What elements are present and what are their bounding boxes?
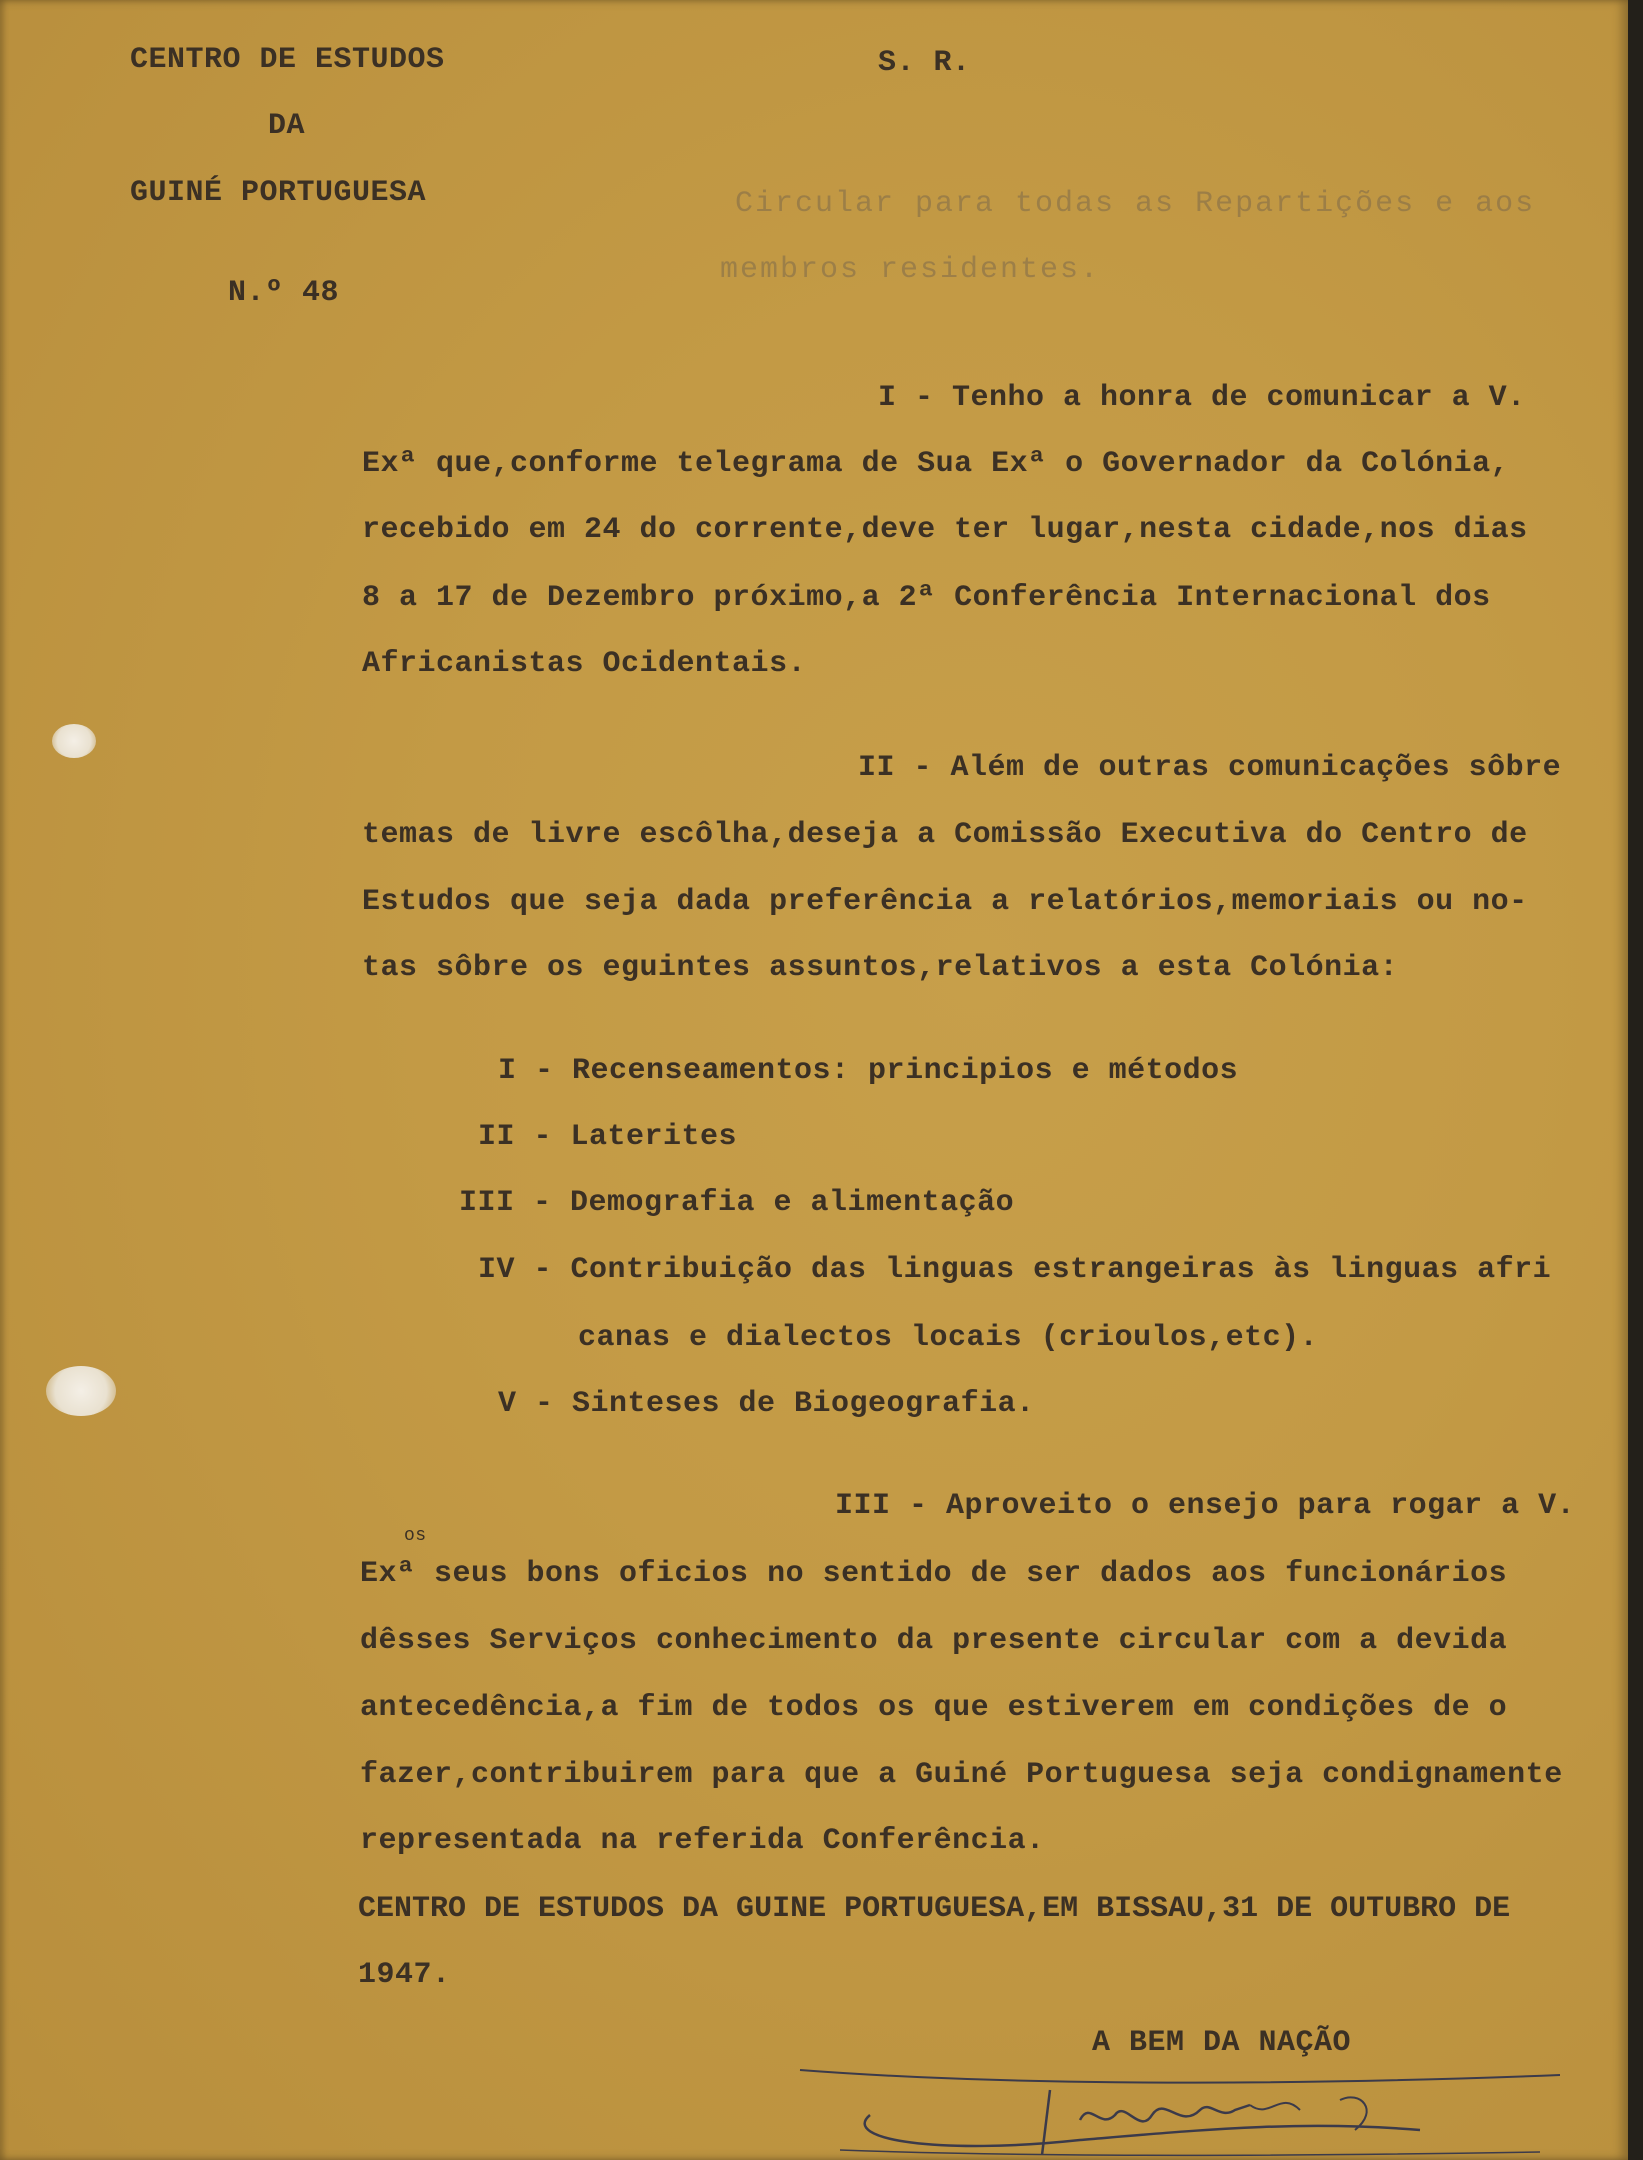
org-line-2: DA bbox=[268, 109, 306, 143]
para1-line-5: Africanistas Ocidentais. bbox=[362, 647, 807, 681]
punch-hole-1 bbox=[52, 724, 96, 758]
circular-line-2: membros residentes. bbox=[720, 253, 1101, 287]
os-insertion: os bbox=[404, 1526, 427, 1546]
punch-hole-2 bbox=[46, 1366, 116, 1416]
para1-line-3: recebido em 24 do corrente,deve ter lugar,nesta cidade,nos dias bbox=[362, 513, 1528, 547]
topic-1: I - Recenseamentos: principios e métodos bbox=[498, 1054, 1239, 1088]
para2-line-2: temas de livre escôlha,deseja a Comissão Executiva do Centro de bbox=[362, 818, 1528, 852]
topic-5: V - Sinteses de Biogeografia. bbox=[498, 1387, 1035, 1421]
topic-3: III - Demografia e alimentação bbox=[459, 1186, 1015, 1220]
topic-4-continued: canas e dialectos locais (crioulos,etc). bbox=[578, 1321, 1319, 1355]
sr-heading: S. R. bbox=[878, 46, 971, 80]
para3-line-3: dêsses Serviços conhecimento da presente circular com a devida bbox=[360, 1624, 1508, 1658]
org-line-1: CENTRO DE ESTUDOS bbox=[130, 43, 445, 77]
para3-line-1: III - Aproveito o ensejo para rogar a V. bbox=[835, 1489, 1576, 1523]
topic-4: IV - Contribuição das linguas estrangeiras às linguas afri bbox=[478, 1253, 1552, 1287]
scan-edge bbox=[1628, 0, 1643, 2160]
para3-line-4: antecedência,a fim de todos os que estiverem em condições de o bbox=[360, 1691, 1508, 1725]
para1-line-2: Exª que,conforme telegrama de Sua Exª o Governador da Colónia, bbox=[362, 447, 1510, 481]
topic-2: II - Laterites bbox=[478, 1120, 738, 1154]
circular-line-1: Circular para todas as Repartições e aos bbox=[735, 187, 1536, 221]
para2-line-3: Estudos que seja dada preferência a relatórios,memoriais ou no- bbox=[362, 885, 1528, 919]
para3-line-2: Exª seus bons oficios no sentido de ser dados aos funcionários bbox=[360, 1557, 1508, 1591]
place-date-line-2: 1947. bbox=[358, 1958, 451, 1992]
para2-line-4: tas sôbre os eguintes assuntos,relativos a esta Colónia: bbox=[362, 951, 1399, 985]
closing-salutation: A BEM DA NAÇÃO bbox=[1092, 2026, 1352, 2060]
para3-line-5: fazer,contribuirem para que a Guiné Portuguesa seja condignamente bbox=[360, 1758, 1563, 1792]
para1-line-1: I - Tenho a honra de comunicar a V. bbox=[878, 381, 1526, 415]
para3-line-6: representada na referida Conferência. bbox=[360, 1824, 1045, 1858]
para2-line-1: II - Além de outras comunicações sôbre bbox=[858, 751, 1562, 785]
document-number: N.º 48 bbox=[228, 276, 340, 310]
signature bbox=[780, 2060, 1580, 2160]
place-date-line-1: CENTRO DE ESTUDOS DA GUINE PORTUGUESA,EM BISSAU,31 DE OUTUBRO DE bbox=[358, 1892, 1511, 1926]
para1-line-4: 8 a 17 de Dezembro próximo,a 2ª Conferência Internacional dos bbox=[362, 581, 1491, 615]
org-line-3: GUINÉ PORTUGUESA bbox=[130, 176, 427, 210]
